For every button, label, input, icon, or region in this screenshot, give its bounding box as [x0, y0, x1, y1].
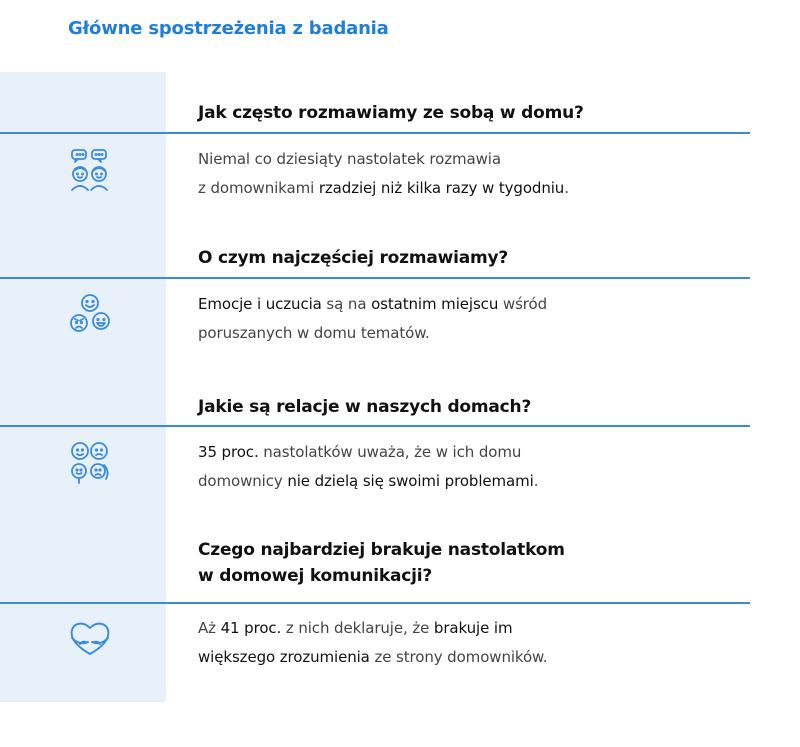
chatting-people-icon — [66, 146, 114, 194]
answer-4: Aż 41 proc. z nich deklaruje, że brakuje im większego zrozumienia ze strony domowników. — [198, 619, 548, 666]
emotions-faces-icon — [66, 291, 114, 339]
divider-3 — [0, 425, 750, 427]
divider-1 — [0, 132, 750, 134]
question-2: O czym najczęściej rozmawiamy? — [198, 248, 509, 268]
divider-2 — [0, 277, 750, 279]
answer-2: Emocje i uczucia są na ostatnim miejscu wśród poruszanych w domu tematów. — [198, 295, 548, 342]
answer-3: 35 proc. nastolatków uważa, że w ich domu domownicy nie dzielą się swoimi problemami. — [198, 443, 539, 490]
question-4: Czego najbardziej brakuje nastolatkom w domowej komunikacji? — [198, 540, 565, 586]
question-1: Jak często rozmawiamy ze sobą w domu? — [198, 103, 584, 123]
family-faces-icon — [66, 439, 114, 487]
answer-1: Niemal co dziesiąty nastolatek rozmawia z domownikami rzadziej niż kilka razy w tygodniu. — [198, 150, 569, 197]
question-3: Jakie są relacje w naszych domach? — [198, 397, 532, 417]
page-title: Główne spostrzeżenia z badania — [68, 18, 389, 39]
heart-hug-icon — [66, 614, 114, 662]
divider-4 — [0, 602, 750, 604]
